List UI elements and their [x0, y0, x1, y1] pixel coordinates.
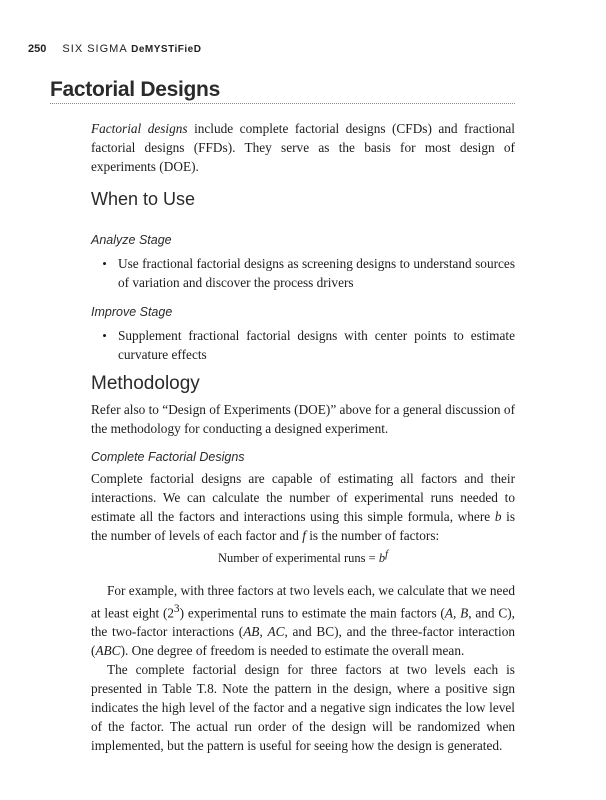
bullet-icon: •	[102, 256, 107, 271]
improve-bullet-text: Supplement fractional factorial designs with center points to estimate curvature effects	[118, 328, 515, 362]
ex-exponent: 3	[174, 603, 180, 615]
factor-a: A	[444, 605, 453, 621]
list-item	[91, 326, 515, 364]
formula-base: b	[378, 551, 386, 566]
cfd-text-1: Complete factorial designs are capable of estimating all factors and their interactions. We can calculate the number of experimental runs needed to estimate all the factors and interactions using this simple formula, where	[91, 471, 515, 524]
formula-label: Number of experimental runs =	[218, 551, 379, 566]
heading-complete-factorial: Complete Factorial Designs	[91, 450, 245, 464]
formula-exponent: f	[385, 549, 388, 560]
ex-text-2: ) experimental runs to estimate the main factors (	[179, 605, 445, 621]
heading-improve-stage: Improve Stage	[91, 305, 173, 319]
interaction-abc: ABC	[95, 643, 121, 659]
series-brand: DeMYSTiFieD	[131, 44, 202, 55]
methodology-paragraph	[91, 400, 515, 438]
interaction-ac: AC	[267, 624, 285, 640]
ex-text-7: ). One degree of freedom is needed to estimate the overall mean.	[120, 643, 465, 659]
cfd-text-3: is the number of factors:	[305, 528, 440, 543]
cfd-text-2: is the number of levels of each factor and	[91, 509, 515, 543]
heading-analyze-stage: Analyze Stage	[91, 233, 172, 247]
methodology-text: Refer also to “Design of Experiments (DOE)” above for a general discussion of the methodology for conducting a designed experiment.	[91, 402, 515, 436]
bullet-icon: •	[102, 328, 107, 343]
ex-text-3: ,	[452, 605, 461, 621]
factor-b: B	[460, 605, 469, 621]
ex-text-6: , and BC), and the three-factor interaction (	[91, 624, 515, 659]
section-title: Factorial Designs	[50, 78, 220, 101]
complete-factorial-paragraph	[91, 469, 515, 545]
cfd-var-b: b	[494, 509, 502, 524]
intro-paragraph	[91, 119, 515, 176]
example-paragraphs	[91, 581, 515, 755]
page-number: 250	[28, 43, 47, 55]
cfd-var-f: f	[302, 528, 306, 543]
runs-formula	[91, 549, 515, 566]
list-item	[91, 254, 515, 292]
section-divider	[50, 103, 515, 104]
heading-when-to-use: When to Use	[91, 189, 196, 209]
analyze-bullet-text: Use fractional factorial designs as screening designs to understand sources of variation and discover the process drivers	[118, 256, 515, 290]
table-reference-paragraph: The complete factorial design for three factors at two levels each is presented in Table T.8. Note the pattern in the design, where a positive sign indicates the high level of the factor and a negative sign indicates the low level of the factor. The actual run order of the design will be randomized when implemented, but the pattern is useful for seeing how the design is generated.	[91, 662, 515, 754]
intro-text: include complete factorial designs (CFDs) and fractional factorial designs (FFDs). They serve as the basis for most design of experiments (DOE).	[91, 121, 515, 174]
intro-lead-term: Factorial designs	[91, 121, 188, 136]
interaction-ab: AB	[243, 624, 260, 640]
series-title: SIX SIGMA	[62, 43, 128, 55]
running-header	[28, 43, 201, 55]
ex-text-1: For example, with three factors at two levels each, we calculate that we need at least eight (2	[91, 583, 515, 621]
ex-text-4: , and C), the two-factor interactions (	[91, 605, 516, 640]
ex-text-5: ,	[259, 624, 268, 640]
heading-methodology: Methodology	[91, 373, 200, 394]
